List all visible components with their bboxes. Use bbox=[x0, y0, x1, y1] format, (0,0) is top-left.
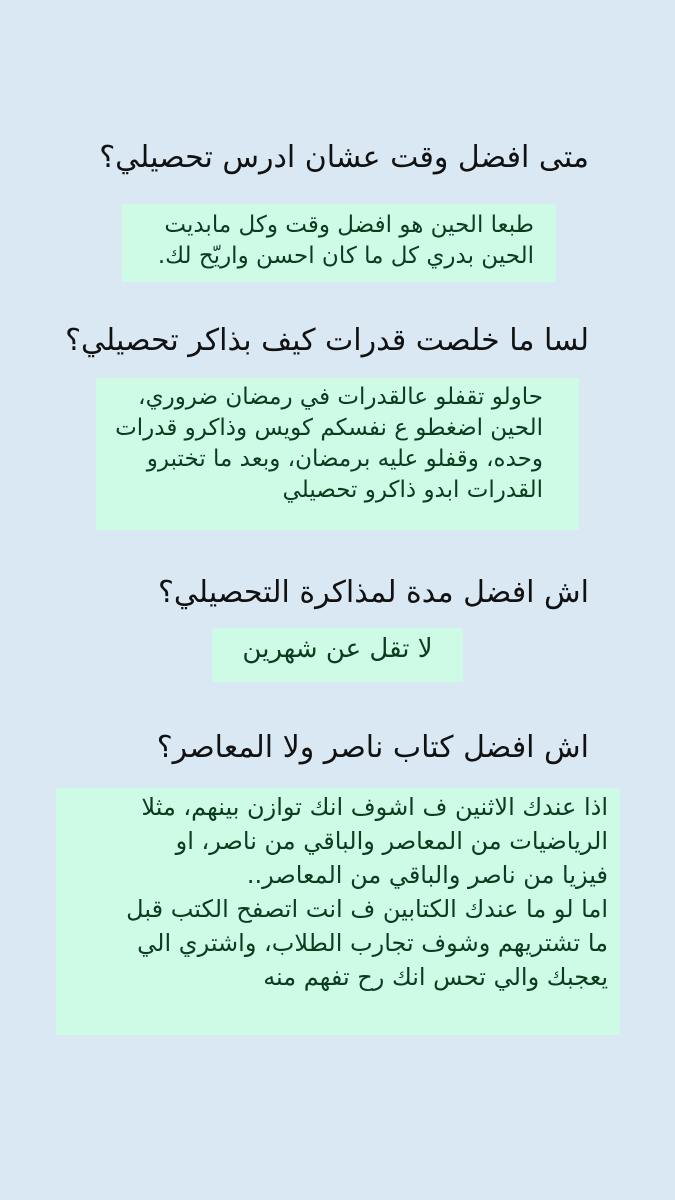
answer-4-line: ما تشتريهم وشوف تجارب الطلاب، واشتري الي bbox=[137, 929, 608, 957]
answer-4-line: الرياضيات من المعاصر والباقي من ناصر، او bbox=[175, 827, 608, 855]
question-4-heading: اش افضل كتاب ناصر ولا المعاصر؟ bbox=[156, 730, 589, 765]
answer-4-box bbox=[56, 788, 620, 1035]
answer-2-line: القدرات ابدو ذاكرو تحصيلي bbox=[282, 477, 543, 503]
answer-1-box bbox=[122, 204, 556, 282]
answer-2-line: الحين اضغطو ع نفسكم كويس وذاكرو قدرات bbox=[115, 415, 543, 441]
answer-3-line: لا تقل عن شهرين bbox=[242, 634, 433, 664]
answer-2-line: وحده، وقفلو عليه برمضان، وبعد ما تختبرو bbox=[146, 446, 543, 472]
answer-4-line: فيزيا من ناصر والباقي من المعاصر.. bbox=[246, 861, 608, 889]
answer-4-line: اما لو ما عندك الكتابين ف انت اتصفح الكتب قبل bbox=[126, 895, 608, 923]
answer-2-line: حاولو تقفلو عالقدرات في رمضان ضروري، bbox=[138, 384, 543, 410]
question-3-heading: اش افضل مدة لمذاكرة التحصيلي؟ bbox=[158, 575, 589, 610]
answer-1-line: طبعا الحين هو افضل وقت وكل مابديت bbox=[164, 212, 534, 238]
answer-4-line: يعجبك والي تحس انك رح تفهم منه bbox=[263, 963, 608, 991]
question-1-heading: متى افضل وقت عشان ادرس تحصيلي؟ bbox=[99, 140, 589, 175]
answer-4-line: اذا عندك الاثنين ف اشوف انك توازن بينهم، مثلا bbox=[141, 793, 608, 821]
question-2-heading: لسا ما خلصت قدرات كيف بذاكر تحصيلي؟ bbox=[65, 323, 589, 358]
answer-3-box bbox=[212, 628, 463, 682]
answer-2-box bbox=[96, 378, 579, 530]
answer-1-line: الحين بدري كل ما كان احسن واريّح لك. bbox=[157, 243, 534, 269]
